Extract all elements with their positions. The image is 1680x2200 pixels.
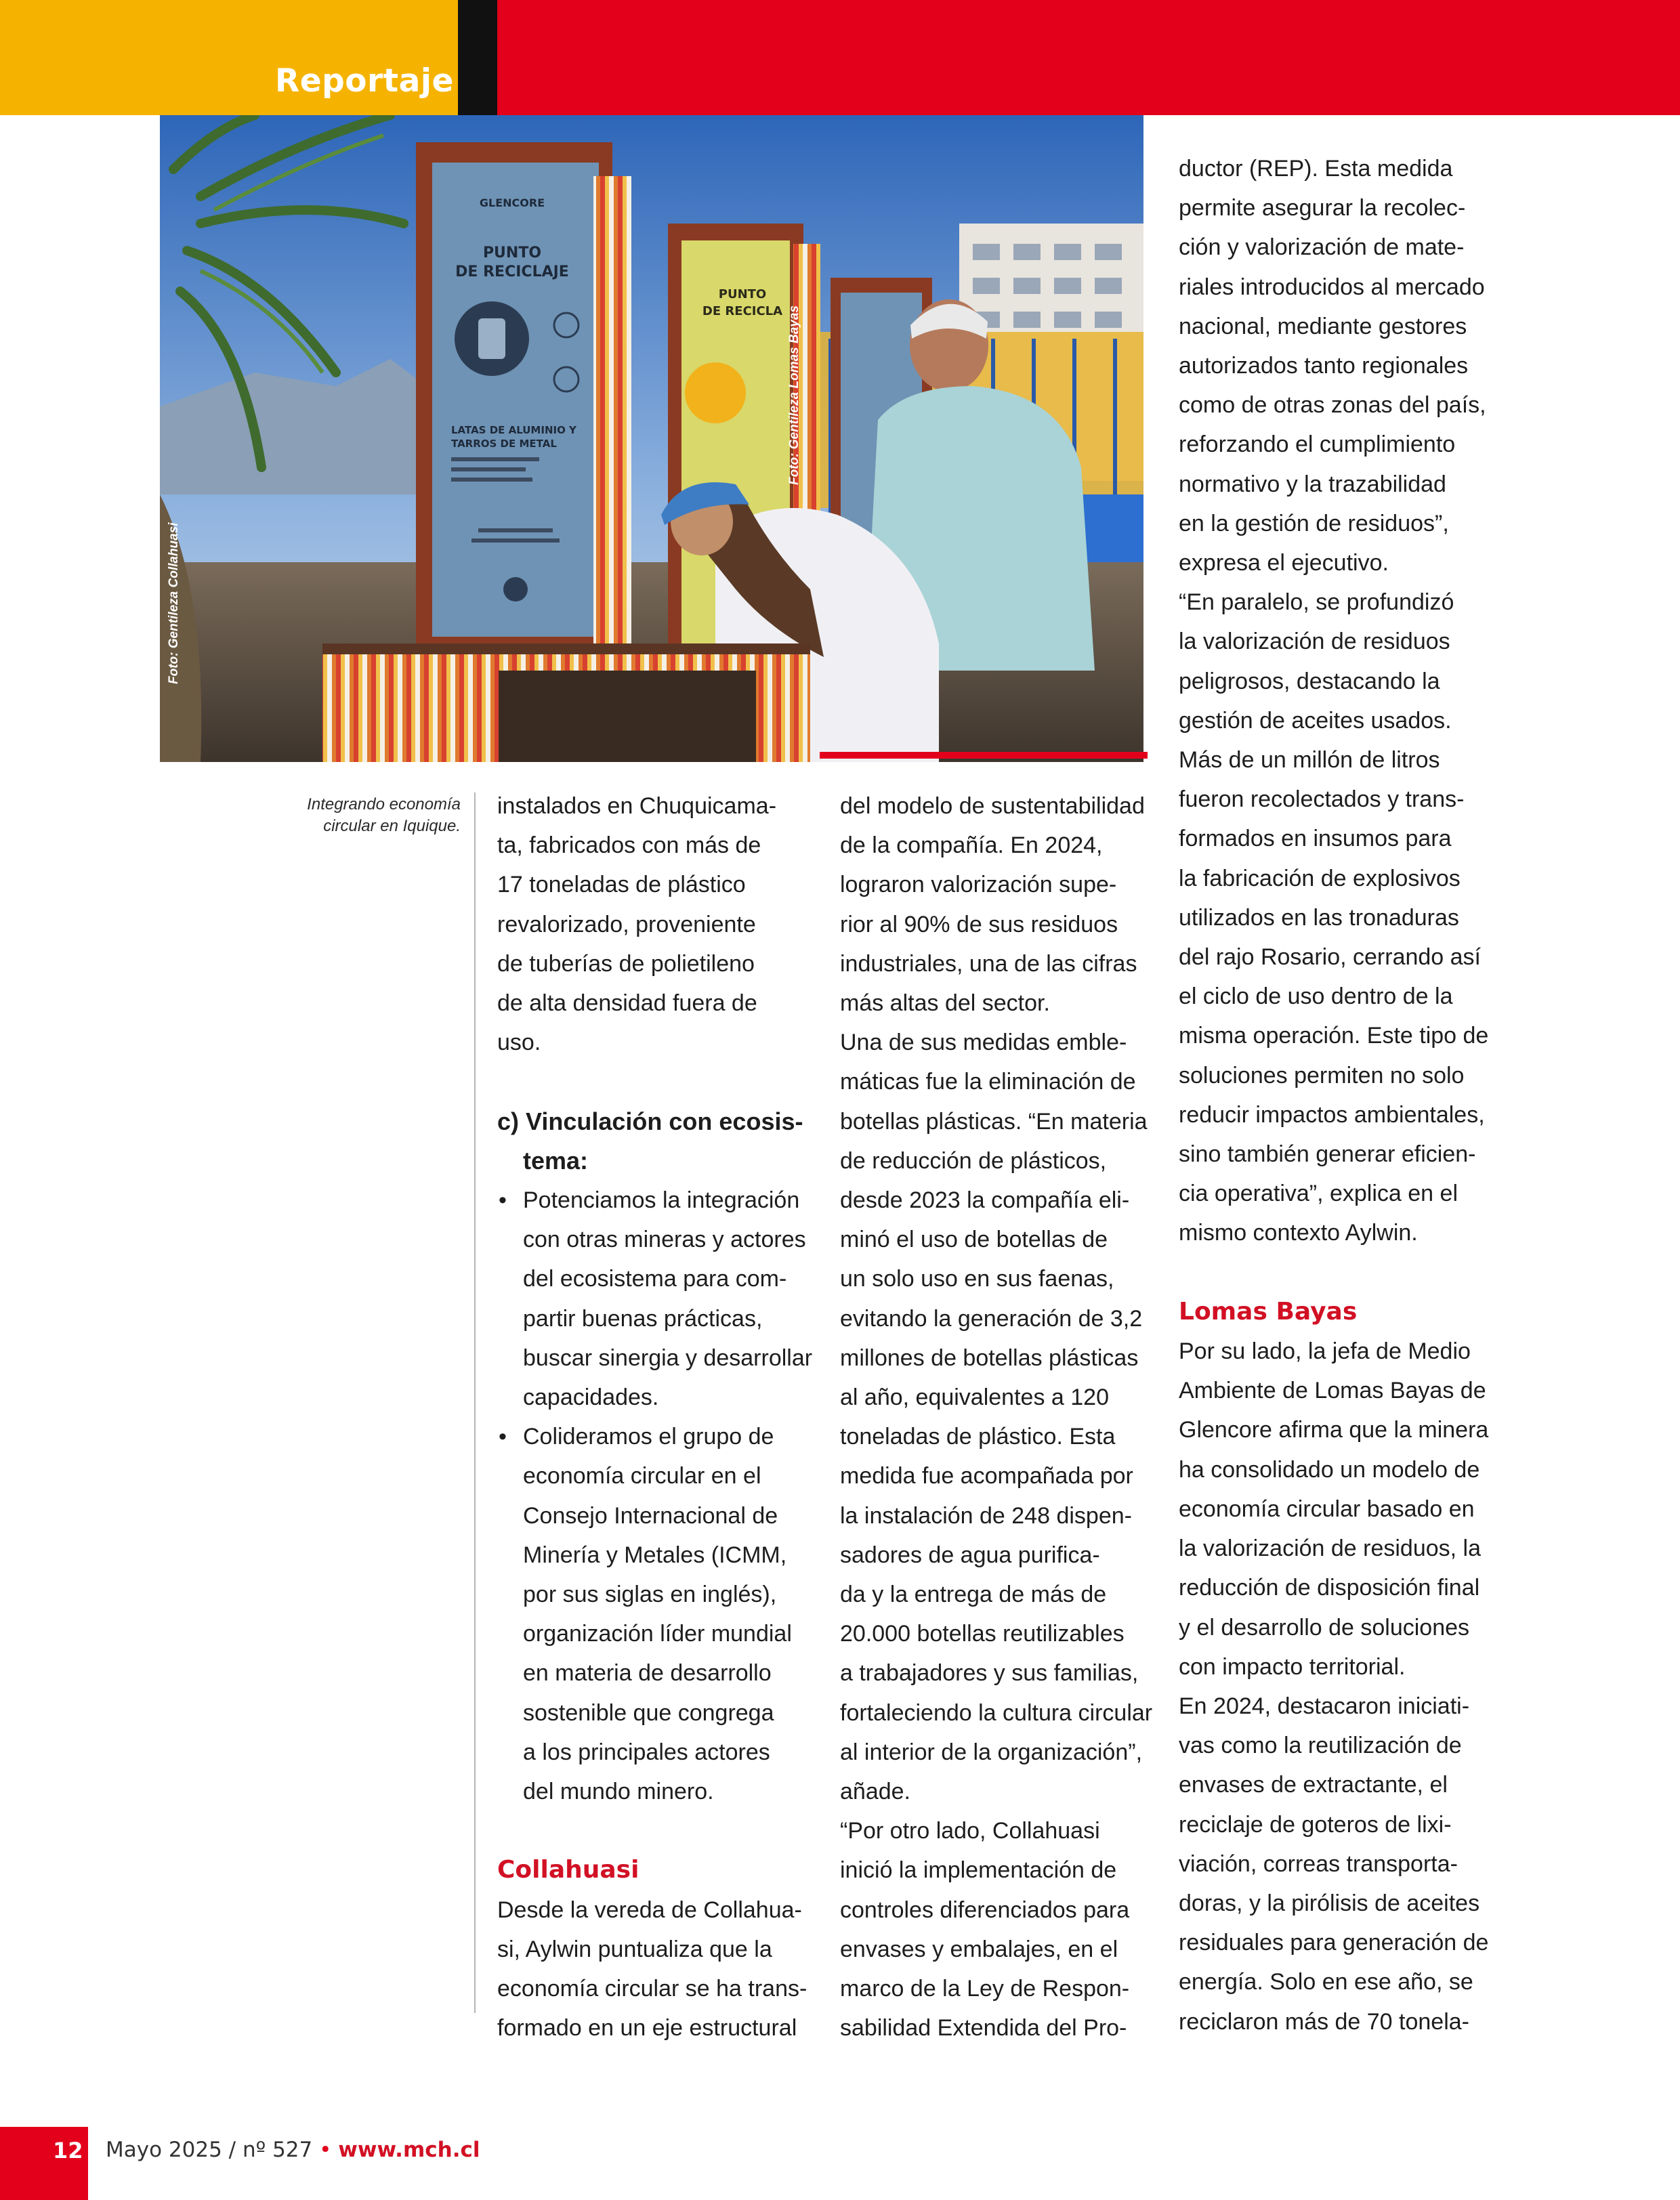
text-line: “En paralelo, se profundizó	[1179, 589, 1454, 616]
text-line: más altas del sector.	[840, 990, 1050, 1017]
text-line: fortaleciendo la cultura circular	[840, 1699, 1153, 1726]
caption-line: Integrando economía	[307, 795, 461, 813]
text-line: instalados en Chuquicama-	[497, 793, 777, 819]
text-line: Glencore afirma que la minera	[1179, 1417, 1489, 1443]
text-line: de alta densidad fuera de	[497, 990, 757, 1017]
text-line: la instalación de 248 dispen-	[840, 1502, 1132, 1529]
text-line: el ciclo de uso dentro de la	[1179, 983, 1453, 1010]
text-line: la valorización de residuos	[1179, 629, 1450, 655]
text-line: medida fue acompañada por	[840, 1463, 1133, 1489]
text-line: economía circular se ha trans-	[497, 1976, 807, 2002]
text-line: cia operativa”, explica en el	[1179, 1181, 1458, 1207]
section-heading-lomas-bayas: Lomas Bayas	[1179, 1297, 1358, 1326]
text-line: Minería y Metales (ICMM,	[523, 1542, 787, 1568]
text-line: un solo uso en sus faenas,	[840, 1266, 1114, 1292]
recycling-point-illustration	[160, 115, 1143, 762]
text-line: formados en insumos para	[1179, 826, 1452, 852]
text-line: ha consolidado un modelo de	[1179, 1456, 1480, 1483]
text-line: viación, correas transporta-	[1179, 1850, 1458, 1877]
text-line: Consejo Internacional de	[523, 1502, 778, 1529]
photo-caption	[291, 794, 461, 837]
text-line: 17 toneladas de plástico	[497, 872, 746, 898]
text-line: a trabajadores y sus familias,	[840, 1660, 1139, 1687]
text-line: uso.	[497, 1030, 541, 1056]
text-line: controles diferenciados para	[840, 1897, 1130, 1923]
header-band-red	[497, 0, 1680, 115]
text-line: millones de botellas plásticas	[840, 1345, 1139, 1371]
sign2-title-1: PUNTO	[718, 287, 767, 301]
text-line: en materia de desarrollo	[523, 1660, 772, 1687]
text-line: sino también generar eficien-	[1179, 1141, 1476, 1168]
text-line: Una de sus medidas emble-	[840, 1030, 1127, 1056]
footer-issue-info	[106, 2138, 480, 2162]
photo-credit-left: Foto: Gentileza Collahuasi	[167, 522, 181, 684]
sign-title-1: PUNTO	[482, 245, 542, 261]
text-line: al año, equivalentes a 120	[840, 1384, 1109, 1411]
bullet-item	[497, 1417, 801, 1456]
text-column-2	[840, 786, 1153, 2048]
text-column-3	[1179, 149, 1489, 2042]
text-line: como de otras zonas del país,	[1179, 392, 1486, 419]
text-line: soluciones permiten no solo	[1179, 1062, 1465, 1088]
article-photo	[160, 115, 1143, 762]
paragraph-gap	[497, 1811, 801, 1850]
text-line: ción y valorización de mate-	[1179, 234, 1465, 261]
photo-credit-right: Foto: Gentileza Lomas Bayas	[787, 305, 801, 485]
text-line: inició la implementación de	[840, 1857, 1117, 1884]
text-line: de tuberías de polietileno	[497, 950, 755, 977]
text-line: economía circular en el	[523, 1463, 761, 1489]
text-line: a los principales actores	[523, 1739, 770, 1765]
text-line: buscar sinergia y desarrollar	[523, 1345, 813, 1371]
text-column-1	[497, 786, 813, 2048]
text-line: industriales, una de las cifras	[840, 950, 1137, 977]
text-line: peligrosos, destacando la	[1179, 668, 1440, 694]
text-line: reforzando el cumplimiento	[1179, 431, 1456, 458]
website-link[interactable]: www.mch.cl	[338, 2138, 480, 2162]
text-line: nacional, mediante gestores	[1179, 313, 1467, 339]
text-line: gestión de aceites usados.	[1179, 707, 1452, 734]
text-line: “Por otro lado, Collahuasi	[840, 1818, 1100, 1844]
text-line: Ambiente de Lomas Bayas de	[1179, 1378, 1486, 1404]
text-line: capacidades.	[523, 1384, 659, 1411]
paragraph-gap	[497, 1062, 801, 1101]
text-line: expresa el ejecutivo.	[1179, 550, 1389, 576]
text-line: Por su lado, la jefa de Medio	[1179, 1338, 1471, 1365]
text-line: vas como la reutilización de	[1179, 1733, 1462, 1759]
text-line: evitando la generación de 3,2	[840, 1305, 1143, 1332]
text-line: ductor (REP). Esta medida	[1179, 156, 1453, 182]
text-line: sadores de agua purifica-	[840, 1542, 1100, 1568]
sign-text-2: TARROS DE METAL	[451, 438, 557, 450]
bullet-icon: •	[499, 1424, 507, 1450]
text-line: reducción de disposición final	[1179, 1575, 1480, 1601]
sign-title-2: DE RECICLAJE	[455, 263, 569, 280]
sign-brand: GLENCORE	[479, 196, 545, 209]
sign-text-1: LATAS DE ALUMINIO Y	[451, 424, 576, 436]
text-line: 20.000 botellas reutilizables	[840, 1621, 1125, 1647]
text-line: del mundo minero.	[523, 1779, 714, 1805]
text-line: envases y embalajes, en el	[840, 1936, 1118, 1962]
text-line: máticas fue la eliminación de	[840, 1069, 1136, 1095]
text-line: utilizados en las tronaduras	[1179, 904, 1459, 931]
text-line: lograron valorización supe-	[840, 872, 1117, 898]
text-line: del ecosistema para com-	[523, 1266, 787, 1292]
text-line: rior al 90% de sus residuos	[840, 911, 1118, 937]
text-line: normativo y la trazabilidad	[1179, 471, 1446, 497]
text-line: Potenciamos la integración	[523, 1187, 800, 1214]
sign2-title-2: DE RECICLA	[702, 304, 783, 318]
text-line: doras, y la pirólisis de aceites	[1179, 1890, 1480, 1916]
text-line: organización líder mundial	[523, 1621, 792, 1647]
text-line: residuales para generación de	[1179, 1930, 1489, 1956]
text-line: del rajo Rosario, cerrando así	[1179, 944, 1482, 971]
text-line: con impacto territorial.	[1179, 1653, 1406, 1680]
text-line: marco de la Ley de Respon-	[840, 1976, 1130, 2002]
text-line: energía. Solo en ese año, se	[1179, 1969, 1473, 1995]
text-line: da y la entrega de más de	[840, 1582, 1107, 1608]
text-line: sabilidad Extendida del Pro-	[840, 2015, 1127, 2042]
text-line: añade.	[840, 1779, 910, 1805]
text-line: de reducción de plásticos,	[840, 1147, 1107, 1174]
text-line: sostenible que congrega	[523, 1699, 774, 1726]
paragraph-gap	[1179, 1253, 1482, 1292]
text-line: la fabricación de explosivos	[1179, 865, 1461, 891]
footer-separator: •	[319, 2138, 332, 2162]
text-line: botellas plásticas. “En materia	[840, 1108, 1148, 1135]
text-line: riales introducidos al mercado	[1179, 274, 1485, 300]
red-accent-rule	[820, 752, 1148, 759]
subheading-c: c) Vinculación con ecosis-	[497, 1107, 803, 1135]
text-line: mismo contexto Aylwin.	[1179, 1220, 1418, 1246]
bullet-item	[497, 1181, 801, 1220]
bullet-icon: •	[499, 1187, 507, 1214]
text-line: formado en un eje estructural	[497, 2015, 797, 2042]
text-line: economía circular basado en	[1179, 1496, 1475, 1522]
header-band-black	[458, 0, 497, 115]
text-line: reciclaron más de 70 tonela-	[1179, 2008, 1470, 2035]
text-line: Colideramos el grupo de	[523, 1424, 774, 1450]
text-line: reducir impactos ambientales,	[1179, 1101, 1485, 1128]
text-line: fueron recolectados y trans-	[1179, 786, 1465, 813]
text-line: reciclaje de goteros de lixi-	[1179, 1811, 1452, 1838]
text-line: envases de extractante, el	[1179, 1772, 1448, 1798]
text-line: en la gestión de residuos”,	[1179, 510, 1449, 536]
text-line: si, Aylwin puntualiza que la	[497, 1936, 772, 1962]
caption-line: circular en Iquique.	[323, 817, 461, 835]
caption-divider	[474, 792, 476, 2013]
text-line: partir buenas prácticas,	[523, 1305, 763, 1332]
text-line: En 2024, destacaron iniciati-	[1179, 1693, 1470, 1719]
text-line: y el desarrollo de soluciones	[1179, 1614, 1470, 1641]
text-line: la valorización de residuos, la	[1179, 1536, 1482, 1562]
text-line: autorizados tanto regionales	[1179, 353, 1469, 379]
text-line: toneladas de plástico. Esta	[840, 1424, 1116, 1450]
text-line: Desde la vereda de Collahua-	[497, 1897, 802, 1923]
page-number: 12	[53, 2138, 83, 2163]
text-line: al interior de la organización”,	[840, 1739, 1143, 1765]
text-line: por sus siglas en inglés),	[523, 1582, 777, 1608]
text-line: con otras mineras y actores	[523, 1227, 806, 1253]
section-label: Reportaje	[275, 62, 454, 100]
text-line: revalorizado, proveniente	[497, 911, 756, 937]
subheading-c-cont: tema:	[523, 1146, 589, 1175]
text-line: permite asegurar la recolec-	[1179, 195, 1466, 221]
text-line: de la compañía. En 2024,	[840, 832, 1103, 859]
issue-label: Mayo 2025 / nº 527	[106, 2138, 313, 2162]
text-line: minó el uso de botellas de	[840, 1227, 1108, 1253]
text-line: ta, fabricados con más de	[497, 832, 761, 859]
text-line: desde 2023 la compañía eli-	[840, 1187, 1130, 1214]
section-heading-collahuasi: Collahuasi	[497, 1856, 639, 1884]
text-line: del modelo de sustentabilidad	[840, 793, 1145, 819]
text-line: misma operación. Este tipo de	[1179, 1023, 1489, 1049]
text-line: Más de un millón de litros	[1179, 747, 1440, 774]
